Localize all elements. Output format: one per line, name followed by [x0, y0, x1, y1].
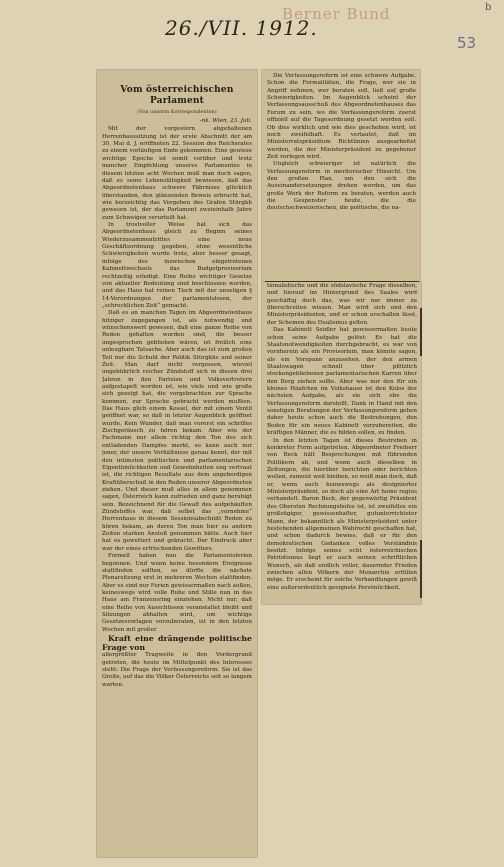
- paragraph: In den letzten Tagen ist dieses Bestreben in konkreter Form aufgetreten. Abgeordneter Freiherr von Beck hält Besprechungen mit führenden Politikern ab, und wenn auch dieselben in Zeitungen, die hierüber berichten oder berichten wollen, zumeist weit bleiben, so weiß man doch, daß er, wenn auch keineswegs als designierter Ministerpräsident, so doch als eine Art homo regius verhandelt. Baron Beck, der gegenwärtig Präsident des Obersten Rechnungshofes ist, ist zweifellos ein großzügiger, gewissenhafter, gutunterrichteter Mann, der bekanntlich als Ministerpräsident unter bestehenden allgemeinen Wahlrecht geschaffen hat, und schon dadurch bewies, daß er für den demokratischen Gedanken volles Verständnis besitzt. Infolge seines echt österreichischen Patriotismus liegt er auch seinen schriftlichen Wunsch, als daß endlich voller, dauernder Frieden zwischen allen Völkern der Monarchie erfüllen möge. Er erscheint für solche Verhandlungen gewiß eine außerordentlich geeignete Persönlichkeit.: [267, 437, 417, 591]
- article-dateline: -nk. Wien, 23. Juli.: [199, 118, 252, 124]
- archive-header: [0, 0, 504, 50]
- paragraph: Mit der vorgestern abgehaltenen Herrenhaussitzung ist der erste Abschnitt der am 30. Mai d. J. eröffneten 22. Session des Reichsrates zu einem vorläufigen Ende gekommen. Eine gewisse wichtige Epoche ist somit vorüber und trotz mancher Empfehlung unseres Parlamentes in diesem letzten acht Wochen muß man doch sagen, daß es seine Lebensfähigkeit bewiesen, daß das Abgeordnetenhaus schwere Fährnisse glücklich überstanden, den glänzenden Beweis erbracht hat, wie kurzsichtig das Vorgehen des Grafen Stürgkh gewesen ist, der das Parlament zweieinhalb Jahre zum Schweigen verurteilt hat.: [102, 126, 252, 221]
- paragraph: Daß es an manchen Tagen im Abgeordnetenhaus hitziger zugegangen ist, als notwendig und wünschenswert gewesen, daß eine ganze Reihe von Reden gehalten worden sind, die besser ungesprochen geblieben wären, ist freilich eine unleugbare Tatsache. Aber auch das ist zum großen Teil nur die Schuld der Politik Stürgkhs und seiner Zeit. Man darf nicht vergessen, wieviel ungebührlich reicher Zündstoff sich in diesen drei Jahren in den Parteien und Volksvertretern aufgestapelt worden ist, wie viele und wie große sich gezeigt hat, die vorgebrachten zur Sprache kommen, zur Sprache gebracht werden mußten. Das Haus glich einem Kessel, der mit einem Ventil geöffnet war, so daß in letzter Augenblick geöffnet wurde. Kein Wunder, daß man vorerst ein schrilles Zischgeräusch zu hören bekam. Aber wie der Fachmann nur allein richtig den Ton des sich entladenden Dampfes merkt, so kann auch nur jener, der unsere Verhältnisse genau kennt, der mit den intimsten politischen und parlamentarischen Eigentümlichkeiten und Gewohnheiten eng vertraut ist, die richtigen Resultate aus dem ungeberdigen Kraftüberschuß in den Reden unserer Abgeordneten ziehen. Und dieser muß alles in allem genommen sagen, Österreich kann zufrieden und ganz beruhigt sein. Bezeichnend für die Gewalt des aufgehäuften Zündstoffes war, daß selbst das „vornehme“ Herrenhaus in diesem Sessionsabschnitt Reden zu hören bekam, an deren Ton man hier zu andern Zeiten starken Anstoß genommen hätte. Auch hier hat es gewettert und gekracht. Der Eindruck aber war der eines erfrischenden Gewitters.: [102, 310, 252, 552]
- article-headline: Vom österreichischen Parlament: [120, 85, 234, 106]
- paragraph-continuation: tionalistische und die südslavische Frage dieselben, und hierauf im Hintergrund des Saales wird geschäftig doch das, was wir nur immer zu überschreiten wissen. Man wird sich und den Ministerpräsidenten, und er schon erschallen lässt, der Schemen des Dualismus gelten.: [267, 283, 417, 326]
- corner-mark: b: [485, 2, 492, 13]
- article-column-3: [267, 283, 417, 601]
- paragraph: Ungleich schwieriger ist natürlich die Verfassungsreform in meritorischer Hinsicht. Um den großen Plan, um den sich die Auseinandersetzungen drehen werden, um das große Werk der Reform zu beraten, werden auch die Gespenster heute, die die deutschschweizerischen, die politische, die na-: [267, 161, 416, 212]
- handwritten-date: 26./VII. 1912.: [165, 16, 318, 40]
- article-subhead: (Von unserm Korrespondenten): [137, 109, 217, 115]
- article-column-2: [267, 73, 416, 279]
- page-number: 53: [457, 34, 477, 52]
- paragraph-continuation: allergrößter Tragweite in den Vordergrund getreten, die heute im Mittelpunkt des Interesses steht: Die Frage der Verfassungsreform. Sie ist das Große, auf das die Völker Österreichs seit so langem warten.: [102, 652, 252, 688]
- paragraph: Das Kabinett Seidler hat gewissermaßen heute schon seine Aufgabe gelöst: Es hat die Staatsnotwendigkeiten durchgebracht, es war von vornherein als ein Provisorium, man könnte sagen, als ein Vorspann anzusehen, der den armen Staatswagen schnell über plötzlich stockengebliebenen parlamentarischen Karren über den Berg ziehen sollte. Aber was nur den für ein kleines Häufchen im Volkshause ist den Kolos der nächsten Aufgabe, als sie sich ebe die Verfassungsreform darstellt. Dank in Hand mit den sonstigen Beratungen der Verfassungsreform gehen daher heute schon auch die Bestrebungen, den Boden für ein neues Kabinett vorzubereiten, die kräftigen Männer, die es bilden sollen, zu finden.: [267, 327, 417, 437]
- margin-mark: [420, 540, 422, 598]
- paragraph: Formell haben nun die Parlamentsferien begonnen. Und wenn keine besondern Ereignisse stattfinden sollten, so dürfte die nächste Plenarsitzung erst in mehreren Wochen stattfinden. Aber es sind nur Ferien gewissermaßen nach außen, keineswegs wird volle Ruhe und Stille nun in das Haus am Franzensring einziehen. Nicht nur, daß eine Reihe von Ausschüssen veranstaltet bleibt und Sitzungen abhalten wird, um wichtige Gesetzesvorlagen vorzuberaten, ist in den letzten Wochen mit großer: [102, 553, 252, 633]
- article-column-1: [102, 73, 252, 853]
- margin-mark: [420, 308, 422, 356]
- paragraph: In trostvoller Weise hat sich das Abgeordnetenhaus gleich zu Beginn seines Wiederzusammentrittes eine neue Geschäftsordnung gegeben, ohne wesentliche Schwierigkeiten wurde trotz, aber besser gesagt, infolge des inzwischen eingetretenen Kabinettwechsels das Budgetprovisorium rechtzeitig erledigt. Eine Reihe wichtiger Gesetze von aktueller Bedeutung sind beschlossen worden, und das Haus hat reinen Tisch mit der unseligen § 14-Verordnungen der parlamentslosen, der „schrecklichen Zeit“ gemacht.: [102, 222, 252, 309]
- emphasized-line: Kraft eine drängende politische Frage von: [102, 634, 252, 653]
- newspaper-stamp: Berner Bund: [282, 5, 391, 23]
- paragraph: Die Verfassungsreform ist eine schwere Aufgabe. Schon die Formalitäten, die Frage, wer sie in Angriff nehmen, wer beraten soll, ließ auf große Schwierigkeiten. Im Augenblick scheint der Verfassungsausschuß des Abgeordnetenhauses das Forum zu sein, wo die Verfassungsreform zuerst offiziell auf die Tagesordnung gesetzt werden soll. Ob dies wirklich und wie dies geschehen wird, ist noch zweifelhaft. Es verlautet, daß im Ministerratspräsidium Richtlinien ausgearbeitet werden, die der Ministerpräsident zu gegebener Zeit vorlegen wird.: [267, 73, 416, 160]
- column-separator-rule: [265, 281, 419, 282]
